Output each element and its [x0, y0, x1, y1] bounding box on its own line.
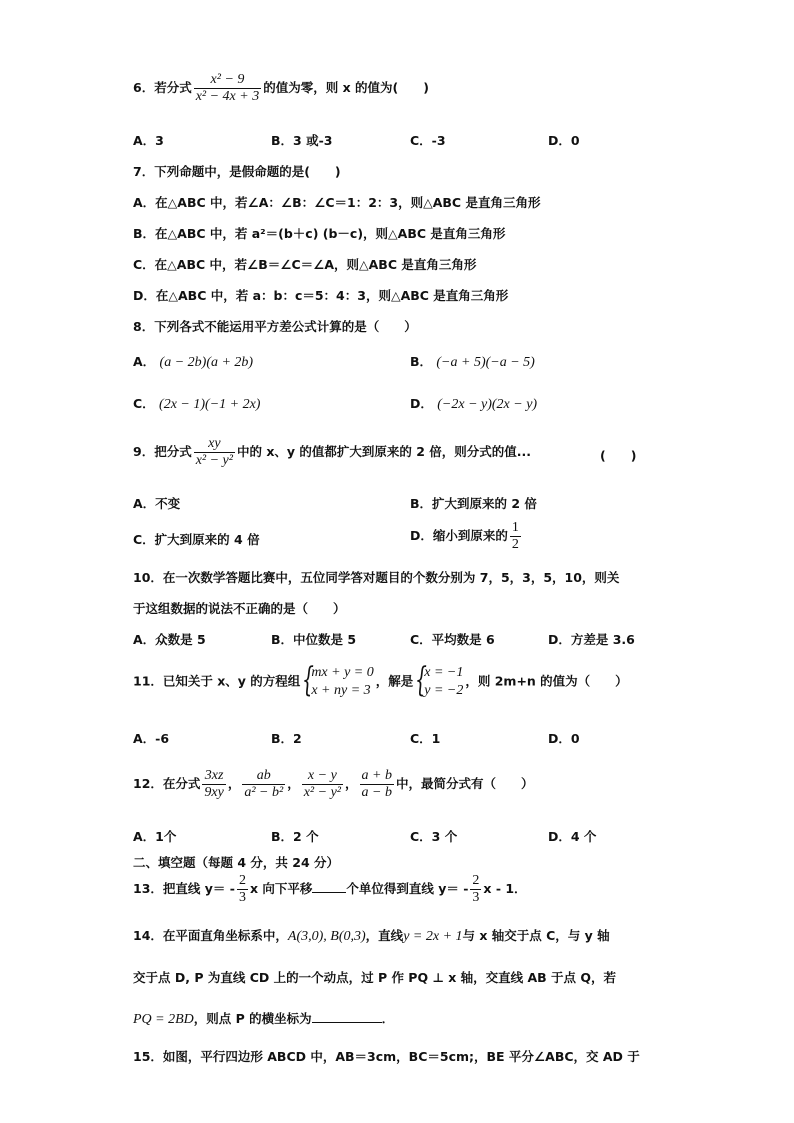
q14-line1: 14．在平面直角坐标系中，A(3,0), B(0,3)，直线y = 2x + 1与 x 轴交于点 C，与 y 轴	[133, 928, 610, 944]
q9-paren: ( )	[600, 448, 637, 463]
q9-option-c: C．扩大到原来的 4 倍	[133, 532, 260, 547]
q12-option-b: B．2 个	[271, 829, 319, 844]
q6-option-a: A．3	[133, 133, 164, 148]
q7-stem: 7．下列命题中，是假命题的是( )	[133, 164, 341, 179]
q9-stem: 9．把分式 $\frac{xy}{\text{x² − y²}}$ 中的 x、y 的值都扩大到原来的 2 倍，则分式的值...	[133, 436, 532, 468]
q14-answer-blank[interactable]	[312, 1010, 382, 1023]
q13-answer-blank[interactable]	[312, 880, 346, 893]
q12-fraction-4: $\frac{a + b}{a - b}$	[361, 768, 392, 800]
q14-line2: 交于点 D, P 为直线 CD 上的一个动点，过 P 作 PQ ⊥ x 轴，交直线 AB 于点 Q，若	[133, 970, 617, 985]
q9-option-b: B．扩大到原来的 2 倍	[410, 496, 537, 511]
q7-option-d: D．在△ABC 中，若 a：b：c＝5：4：3，则△ABC 是直角三角形	[133, 288, 509, 303]
q6-option-c: C．-3	[410, 133, 446, 148]
q12-fraction-1: $\frac{3xz}{9xy}$	[204, 768, 224, 800]
q9-option-a: A．不变	[133, 496, 181, 511]
q9-fraction: $\frac{xy}{\text{x² − y²}}$	[195, 436, 233, 468]
q12-stem: 12．在分式 $\frac{3xz}{9xy}$ ， $\frac{ab}{\text{a² − b²}}$ ， $\frac{x - y}{\text{x² − y²}}$ ， $\frac{a + b}{a - b}$ 中，最简分式有（ ）	[133, 768, 534, 800]
q7-option-a: A．在△ABC 中，若∠A：∠B：∠C＝1：2：3，则△ABC 是直角三角形	[133, 195, 541, 210]
q7-option-c: C．在△ABC 中，若∠B＝∠C＝∠A，则△ABC 是直角三角形	[133, 257, 477, 272]
q10-option-d: D．方差是 3.6	[548, 632, 635, 647]
q10-line1: 10．在一次数学答题比赛中，五位同学答对题目的个数分别为 7，5，3，5，10，则关	[133, 570, 620, 585]
q13-stem: 13．把直线 y＝ - $\frac{2}{3}$ x 向下平移 个单位得到直线 y＝ - $\frac{2}{3}$ x - 1．	[133, 873, 527, 905]
q7-option-b: B．在△ABC 中，若 a²＝(b＋c) (b－c)，则△ABC 是直角三角形	[133, 226, 506, 241]
q12-fraction-2: $\frac{ab}{\text{a² − b²}}$	[244, 768, 284, 800]
q11-option-d: D．0	[548, 731, 580, 746]
q6-stem: 6．若分式 $\frac{\text{x² − 9}}{\text{x² − 4x + 3}}$ 的值为零，则 x 的值为( )	[133, 72, 429, 104]
q12-fraction-3: $\frac{x - y}{\text{x² − y²}}$	[303, 768, 341, 800]
q11-option-b: B．2	[271, 731, 302, 746]
q11-option-a: A．-6	[133, 731, 170, 746]
q8-option-d: D． (−2x − y)(2x − y)	[410, 396, 538, 412]
q8-stem: 8．下列各式不能运用平方差公式计算的是（ ）	[133, 319, 417, 334]
q12-option-a: A．1个	[133, 829, 177, 844]
q11-option-c: C．1	[410, 731, 441, 746]
q8-option-c: C． (2x − 1)(−1 + 2x)	[133, 396, 261, 412]
q6-fraction: $\frac{\text{x² − 9}}{\text{x² − 4x + 3}}$	[195, 72, 260, 104]
q10-line2: 于这组数据的说法不正确的是（ ）	[133, 601, 346, 616]
q11-equation-system: { mx + y = 0 x + ny = 3	[302, 660, 374, 700]
q8-option-b: B． (−a + 5)(−a − 5)	[410, 354, 535, 370]
q9-option-d: D．缩小到原来的 $\frac{1}{2}$	[410, 520, 519, 552]
q14-line3: PQ = 2BD，则点 P 的横坐标为 ．	[133, 1011, 395, 1027]
q6-option-b: B．3 或-3	[271, 133, 333, 148]
q15-line1: 15．如图，平行四边形 ABCD 中，AB＝3cm，BC＝5cm;，BE 平分∠ABC，交 AD 于	[133, 1049, 640, 1064]
q13-fraction-2: $\frac{2}{3}$	[472, 873, 480, 905]
q12-option-c: C．3 个	[410, 829, 458, 844]
q10-option-a: A．众数是 5	[133, 632, 206, 647]
q8-option-a: A． (a − 2b)(a + 2b)	[133, 354, 254, 370]
q10-option-c: C．平均数是 6	[410, 632, 495, 647]
q11-stem: 11．已知关于 x、y 的方程组 { mx + y = 0 x + ny = 3 ，解是 { x = −1 y = −2 ，则 2m+n 的值为（ ）	[133, 660, 628, 700]
q13-fraction-1: $\frac{2}{3}$	[238, 873, 246, 905]
q6-option-d: D．0	[548, 133, 580, 148]
section-fill-in-heading: 二、填空题（每题 4 分，共 24 分）	[133, 855, 340, 870]
q12-option-d: D．4 个	[548, 829, 597, 844]
q11-solution-system: { x = −1 y = −2	[415, 660, 464, 700]
q10-option-b: B．中位数是 5	[271, 632, 357, 647]
q9-d-fraction: $\frac{1}{2}$	[511, 520, 519, 552]
